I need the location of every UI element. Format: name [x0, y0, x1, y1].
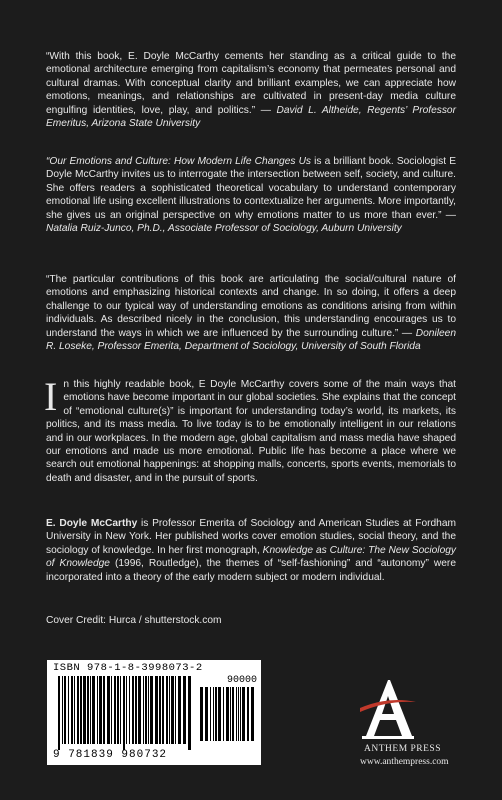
bio-text-2: (1996, Routledge), the themes of “self-fashioning” and “autonomy” were incorporated into a theory of the early modern subject or modern individual.	[46, 558, 456, 583]
isbn-barcode	[47, 660, 261, 765]
bio-text-1: is Professor Emerita of Sociology and American Studies at Fordham University in New York. Her published works cover emotion studies, social theory, and the sociology of knowledge. In her first monograph,	[46, 518, 457, 556]
publisher-url: www.anthempress.com	[360, 757, 449, 767]
barcode-number: 9 781839 980732	[53, 749, 168, 761]
author-name: E. Doyle McCarthy	[46, 518, 138, 529]
review-quote-2	[46, 155, 456, 235]
quote-book-title: “Our Emotions and Culture: How Modern Life Changes Us	[46, 156, 312, 167]
review-quote-1	[46, 50, 456, 130]
drop-cap: I	[44, 374, 58, 419]
book-description	[44, 374, 456, 485]
publisher-logo	[320, 678, 480, 773]
isbn-label: ISBN 978-1-8-3998073-2	[53, 662, 203, 674]
quote-text: “With this book, E. Doyle McCarthy cements her standing as a critical guide to the emotional architecture emerging from capitalism’s economy that permeates personal and cultural dramas. With conceptual clarity and brilliant examples, we can appreciate how emotions, meanings, and relationships are cultivated in present-day media culture engulfing identities, love, play, and politics.” —	[46, 51, 456, 116]
publisher-name: ANTHEM PRESS	[364, 744, 441, 754]
addon-barcode-bars	[199, 687, 255, 747]
quote-text: is a brilliant book. Sociologist E Doyle McCarthy invites us to interrogate the intersection between self, society, and culture. She offers readers a sophisticated theoretical vocabulary to understand contemporary emotional life using excellent illustrations to contextualize her arguments. More importantly, she gives us an original perspective on why emotions matter to us more than ever.” —	[46, 156, 457, 221]
quote-attribution: Donileen R. Loseke, Professor Emerita, Department of Sociology, University of South Florida	[46, 327, 456, 353]
price-addon-label: 90000	[226, 675, 257, 686]
ean-barcode-bars	[57, 676, 193, 750]
author-bio	[46, 517, 456, 584]
quote-attribution: David L. Altheide, Regents’ Professor Emeritus, Arizona State University	[46, 104, 456, 130]
review-quote-3	[46, 273, 456, 353]
quote-attribution: Natalia Ruiz-Junco, Ph.D., Associate Professor of Sociology, Auburn University	[46, 223, 402, 235]
quote-text: “The particular contributions of this book are articulating the social/cultural nature of emotions and emphasizing historical contexts and change. In so doing, it offers a deep challenge to our typical way of understanding emotions as conditions arising from within individuals. As described nicely in the conclusion, this understanding encourages us to understand the ways in which we are influenced by the surrounding culture.” —	[46, 274, 456, 339]
anthem-a-logo-icon	[358, 678, 418, 742]
bio-book-title: Knowledge as Culture: The New Sociology of Knowledge	[46, 544, 456, 570]
cover-credit: Cover Credit: Hurca / shutterstock.com	[46, 615, 222, 626]
description-text: n this highly readable book, E Doyle McCarthy covers some of the main ways that emotions have become important in our global societies. She explains that the concept of “emotional culture(s)” is important for understanding today’s world, its markets, its politics, and its mass media. To live today is to be emotionally intelligent in our relations and in our workplaces. In the modern age, global capitalism and mass media have shaped our emotions and made us more emotional. Public life has become a place where we search out emotional happenings: at shopping malls, concerts, sports events, memorials to death and disaster, and in the pursuit of sports.	[46, 379, 456, 484]
